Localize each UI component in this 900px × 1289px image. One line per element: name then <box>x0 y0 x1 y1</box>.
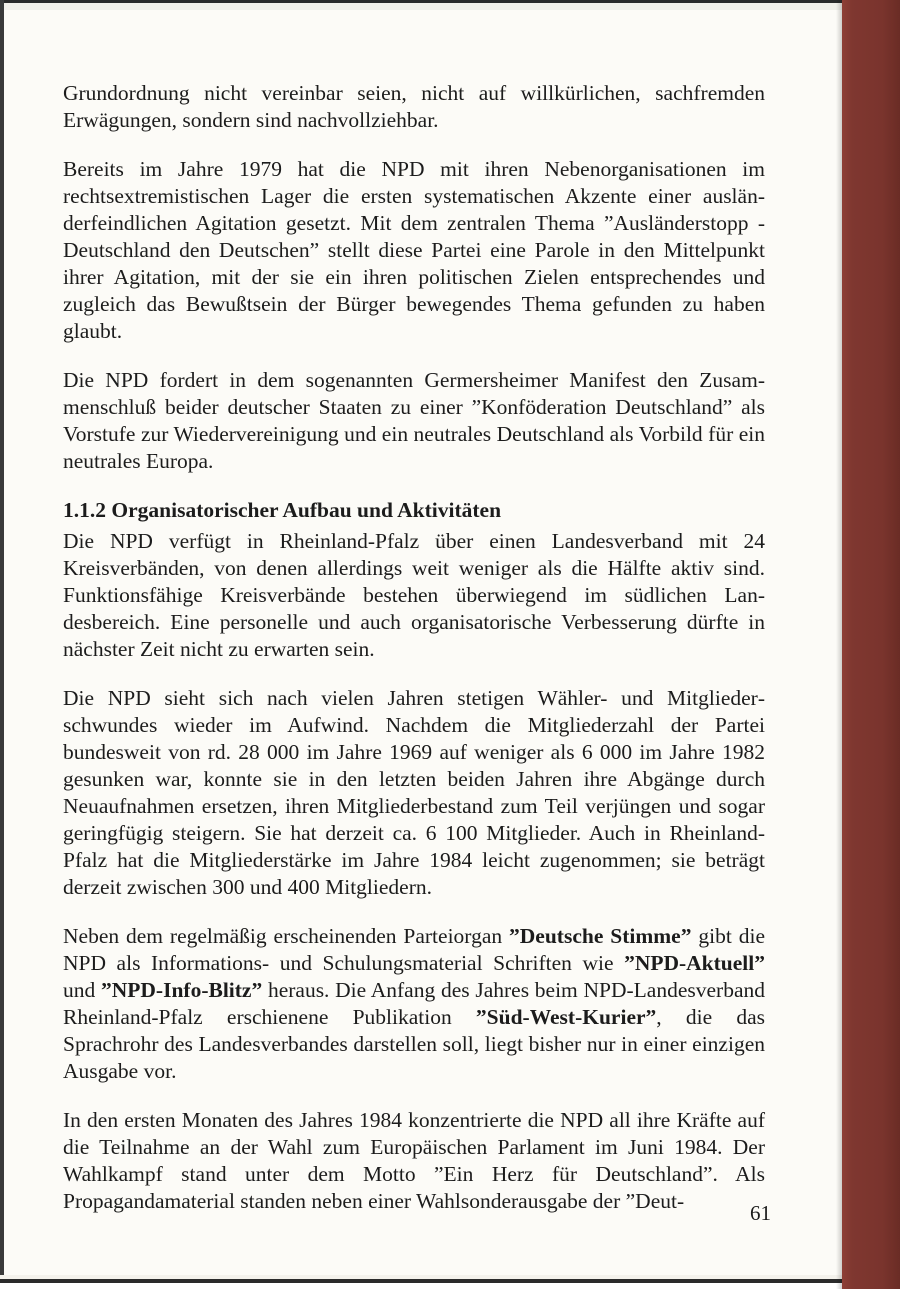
paragraph-p7 <box>63 1107 765 1215</box>
text-segment: Die NPD sieht sich nach vielen Jahren stetigen Wähler- und Mitgliederschwundes wieder im Aufwind. Nachdem die Mitgliederzahl der Partei bundesweit von rd. 28 000 im Jahre 1969 auf weniger als 6 000 im Jahre 1982 gesunken war, konnte sie in den letzten beiden Jahren ihre Abgänge durch Neuaufnahmen ersetzen, ihren Mitgliederbestand zum Teil verjüngen und sogar geringfügig steigern. Sie hat derzeit ca. 6 100 Mitglieder. Auch in Rheinland-Pfalz hat die Mitgliederstärke im Jahre 1984 leicht zugenommen; sie beträgt derzeit zwischen 300 und 400 Mitgliedern. <box>63 686 765 899</box>
text-segment: Bereits im Jahre 1979 hat die NPD mit ihren Nebenorganisationen im rechtsextremistischen Lager die ersten systematischen Akzente einer ausländerfeindlichen Agitation gesetzt. Mit dem zentralen Thema ”Ausländerstopp - Deutschland den Deutschen” stellt diese Partei eine Parole in den Mittelpunkt ihrer Agitation, mit der sie ein ihren politischen Zielen entsprechendes und zugleich das Bewußtsein der Bürger bewegendes Thema gefunden zu haben glaubt. <box>63 157 765 343</box>
bold-text-segment: ”Deutsche Stimme” <box>509 924 692 948</box>
text-segment: heraus. Die Anfang des Jahres beim NPD-Landesverband Rheinland-Pfalz erschienene Publikation <box>63 978 766 1029</box>
paragraph-p5 <box>63 685 765 901</box>
paragraph-p1 <box>63 80 765 134</box>
page-body-text <box>63 80 765 1237</box>
scan-left-edge <box>0 0 4 1289</box>
text-segment: Die NPD verfügt in Rheinland-Pfalz über einen Landesverband mit 24 Kreisverbänden, von denen allerdings weit weniger als die Hälfte aktiv sind. Funktionsfähige Kreisverbände bestehen überwiegend im südlichen Landesbereich. Eine personelle und auch organisatorische Verbesserung dürfte in nächster Zeit nicht zu erwarten sein. <box>63 529 765 661</box>
scan-top-edge <box>0 0 900 10</box>
paragraph-p6 <box>63 923 765 1085</box>
section-heading <box>63 497 765 524</box>
bold-text-segment: ”NPD-Aktuell” <box>624 951 765 975</box>
text-segment: Grundordnung nicht vereinbar seien, nicht auf willkürlichen, sachfremden Erwägungen, sondern sind nachvollziehbar. <box>63 81 765 132</box>
text-segment: gibt die NPD als Informations- und Schulungsmaterial Schriften wie <box>63 924 765 975</box>
text-segment: Die NPD fordert in dem sogenannten Germersheimer Manifest den Zusammenschluß beider deutscher Staaten zu einer ”Konföderation Deutschland” als Vorstufe zur Wiedervereinigung und ein neutrales Deutschland als Vorbild für ein neutrales Europa. <box>63 368 765 473</box>
text-segment: In den ersten Monaten des Jahres 1984 konzentrierte die NPD all ihre Kräfte auf die Teilnahme an der Wahl zum Europäischen Parlament im Juni 1984. Der Wahlkampf stand unter dem Motto ”Ein Herz für Deutschland”. Als Propagandamaterial standen neben einer Wahlsonderausgabe der ”Deut- <box>63 1108 765 1213</box>
page-number: 61 <box>750 1201 771 1225</box>
text-segment: und <box>63 978 101 1002</box>
paragraph-p2 <box>63 156 765 345</box>
book-cover-edge <box>842 0 900 1289</box>
bold-text-segment: 1.1.2 Organisatorischer Aufbau und Aktivitäten <box>63 498 502 522</box>
text-segment: , die das Sprachrohr des Landesverbandes darstellen soll, liegt bisher nur in einer einzigen Ausgabe vor. <box>63 1005 765 1083</box>
bold-text-segment: ”NPD-Info-Blitz” <box>100 978 263 1002</box>
paragraph-p3 <box>63 367 765 475</box>
bold-text-segment: ”Süd-West-Kurier” <box>475 1005 657 1029</box>
text-segment: Neben dem regelmäßig erscheinenden Parteiorgan <box>63 924 510 948</box>
scan-bottom-edge <box>0 1275 845 1289</box>
paragraph-p4 <box>63 528 765 663</box>
